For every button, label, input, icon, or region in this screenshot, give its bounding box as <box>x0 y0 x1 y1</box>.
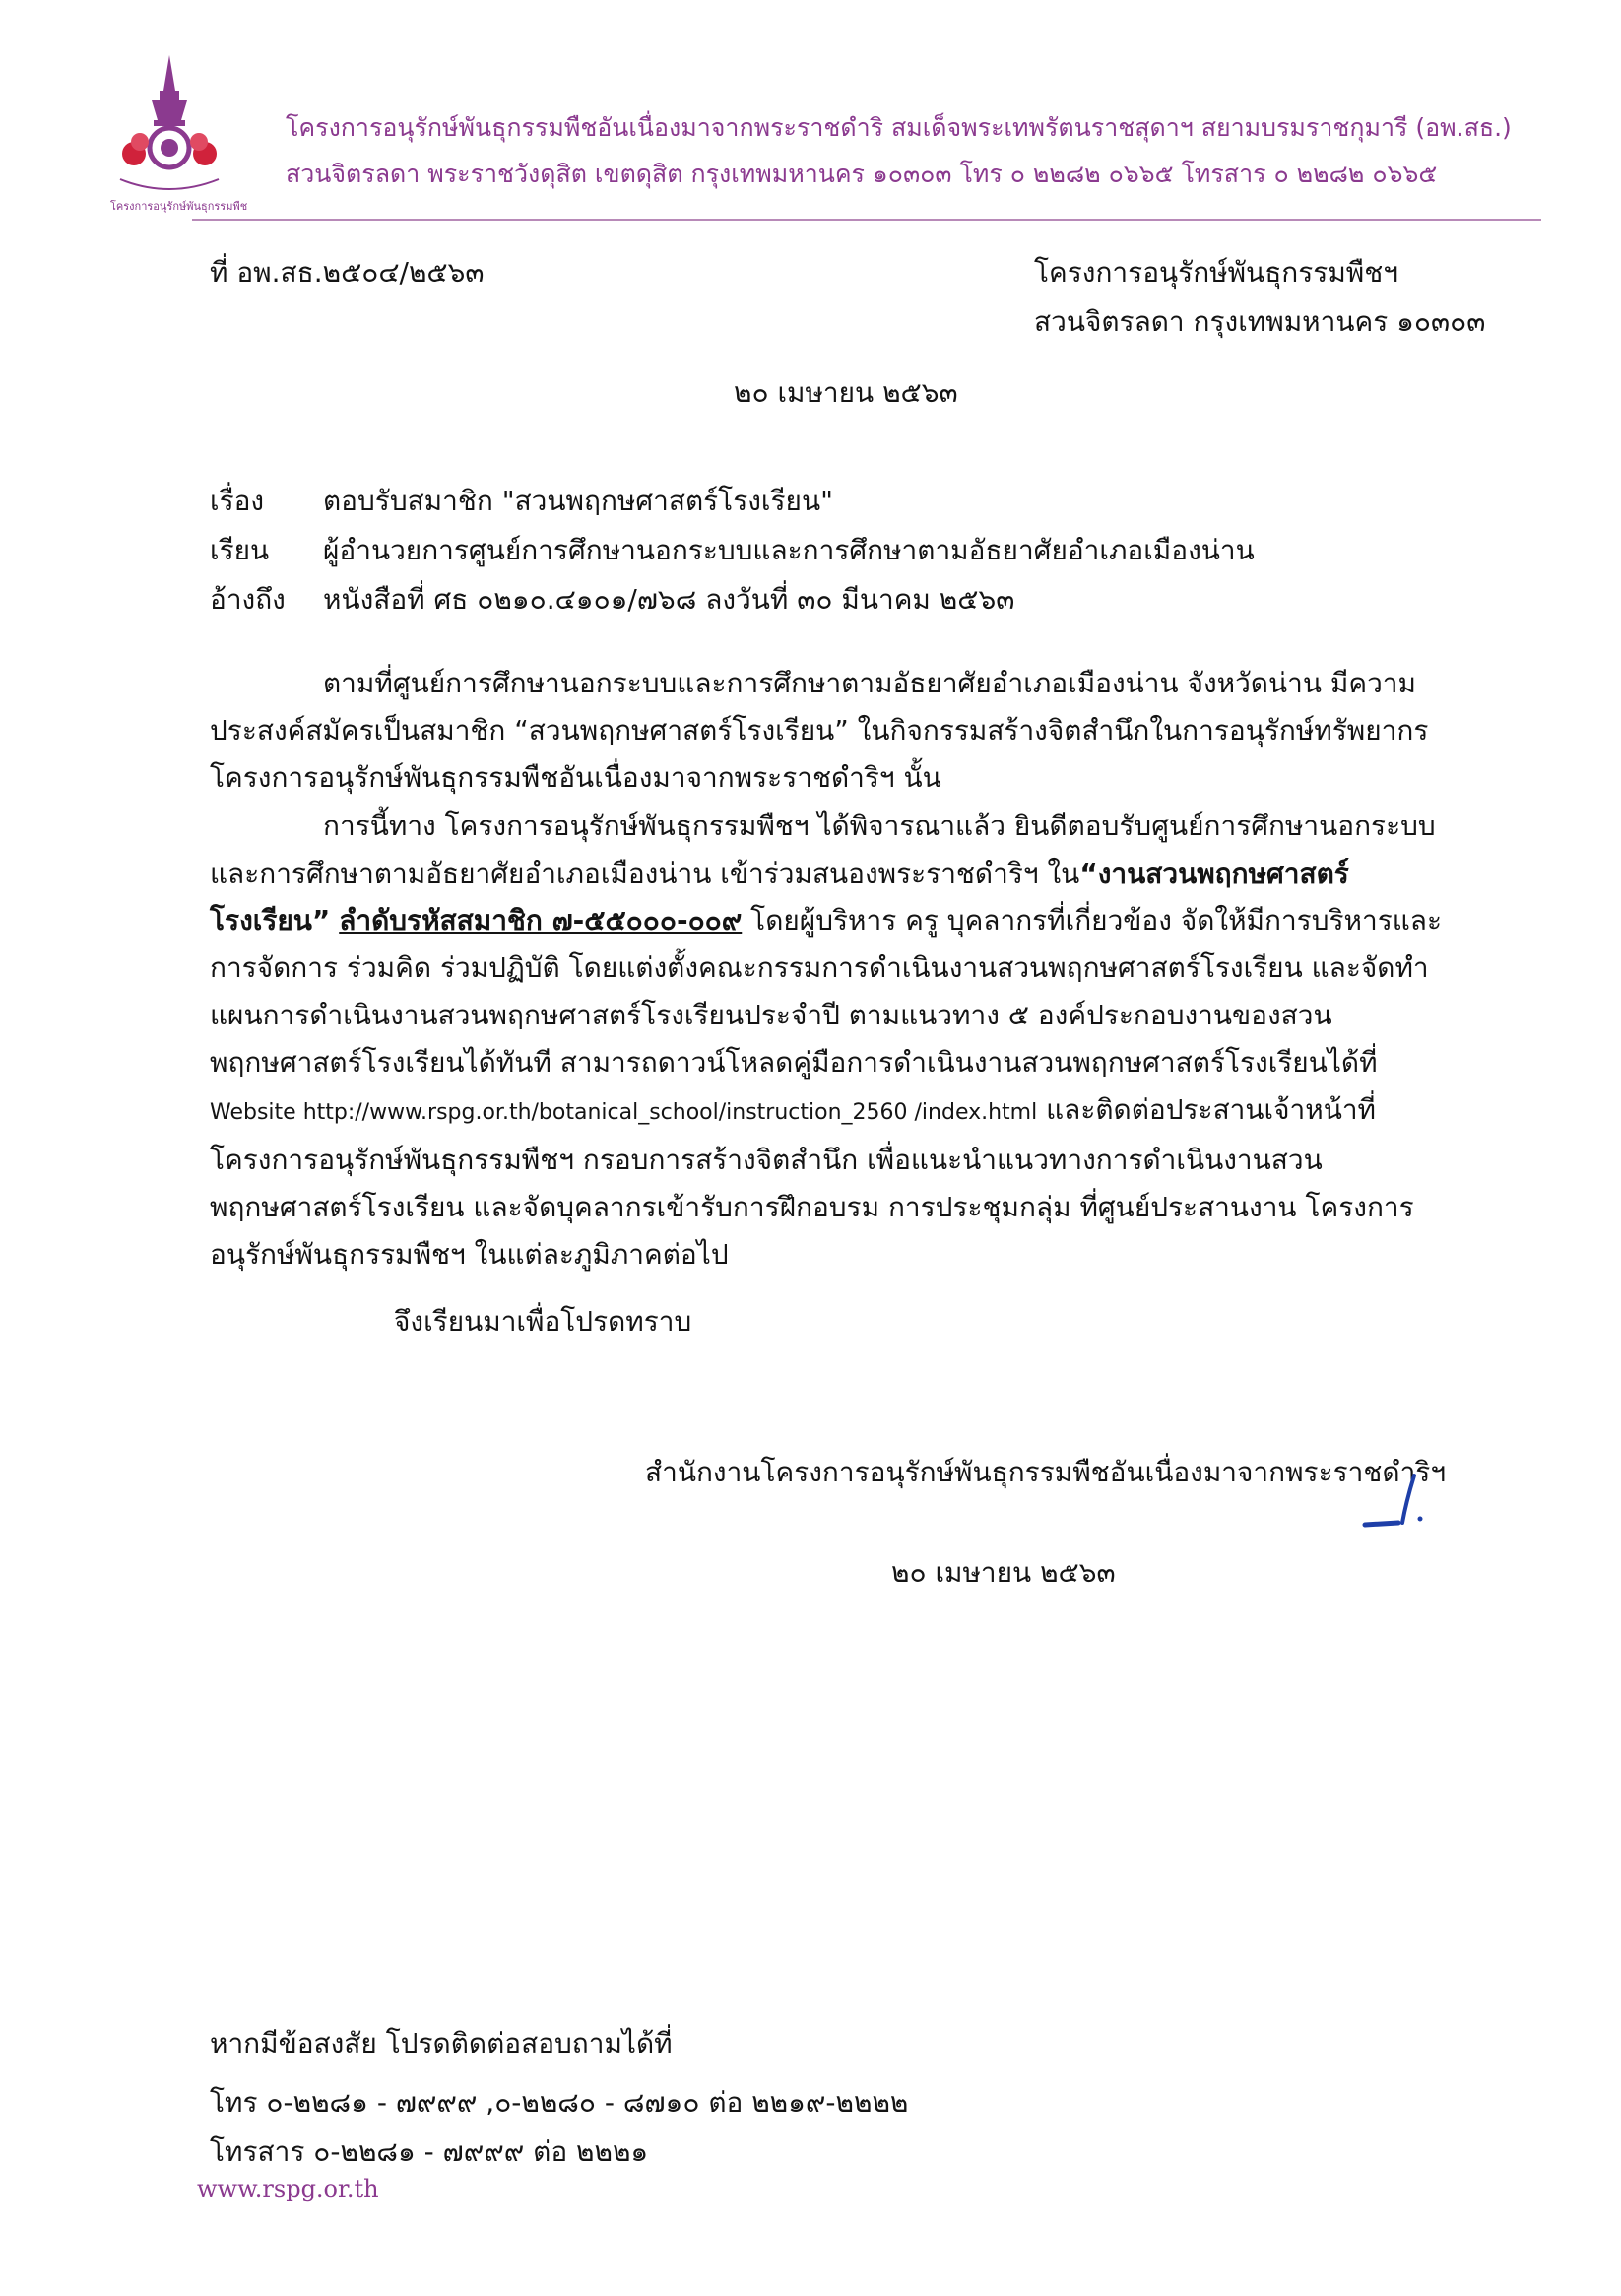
contact-intro: หากมีข้อสงสัย โปรดติดต่อสอบถามได้ที่ <box>210 2027 673 2060</box>
footer-website[interactable]: www.rspg.or.th <box>197 2175 379 2202</box>
recipient-value: ผู้อำนวยการศูนย์การศึกษานอกระบบและการศึกษาตามอัธยาศัยอำเภอเมืองน่าน <box>323 534 1255 566</box>
sender-line-2: สวนจิตรลดา กรุงเทพมหานคร ๑๐๓๐๓ <box>1034 305 1486 338</box>
subject-value: ตอบรับสมาชิก "สวนพฤกษศาสตร์โรงเรียน" <box>323 485 833 517</box>
contact-phone: โทร ๐-๒๒๘๑ - ๗๙๙๙ ,๐-๒๒๘๐ - ๘๗๑๐ ต่อ ๒๒๑๙-๒๒๒๒ <box>210 2086 909 2119</box>
paragraph-1-text: ตามที่ศูนย์การศึกษานอกระบบและการศึกษาตามอัธยาศัยอำเภอเมืองน่าน จังหวัดน่าน มีความประสงค์สมัครเป็นสมาชิก “สวนพฤกษศาสตร์โรงเรียน” ในกิจกรรมสร้างจิตสำนึกในการอนุรักษ์ทรัพยากร โครงการอนุรักษ์พันธุกรรมพืชอันเนื่องมาจากพระราชดำริฯ นั้น <box>210 667 1429 794</box>
reference-label: อ้างถึง <box>210 583 286 616</box>
reference-value: หนังสือที่ ศธ ๐๒๑๐.๔๑๐๑/๗๖๘ ลงวันที่ ๓๐ มีนาคม ๒๕๖๓ <box>323 583 1015 616</box>
body-paragraph-1 <box>210 660 1460 802</box>
paragraph-2-end: และติดต่อประสานเจ้าหน้าที่ โครงการอนุรักษ์พันธุกรรมพืชฯ กรอบการสร้างจิตสำนึก เพื่อแนะนำแนวทางการดำเนินงานสวนพฤกษศาสตร์โรงเรียน และจัดบุคลากรเข้ารับการฝึกอบรม การประชุมกลุ่ม ที่ศูนย์ประสานงาน โครงการอนุรักษ์พันธุกรรมพืชฯ ในแต่ละภูมิภาคต่อไป <box>210 1093 1414 1271</box>
signature-date: ๒๐ เมษายน ๒๕๖๓ <box>891 1556 1116 1589</box>
rspg-logo <box>110 51 228 199</box>
letterhead-line-2: สวนจิตรลดา พระราชวังดุสิต เขตดุสิต กรุงเทพมหานคร ๑๐๓๐๓ โทร ๐ ๒๒๘๒ ๐๖๖๕ โทรสาร ๐ ๒๒๘๒ ๐๖๖๕ <box>286 160 1438 188</box>
manual-website-link[interactable]: Website http://www.rspg.or.th/botanical_school/instruction_2560 /index.html <box>210 1100 1038 1125</box>
paragraph-2-intro: การนี้ทาง โครงการอนุรักษ์พันธุกรรมพืชฯ ได้พิจารณาแล้ว ยินดีตอบรับศูนย์การศึกษานอกระบบและการศึกษาตามอัธยาศัยอำเภอเมืองน่าน เข้าร่วมสนองพระราชดำริฯ ใน <box>210 810 1436 889</box>
program-name: “งานสวนพฤกษศาสตร์โรงเรียน” <box>210 857 1349 937</box>
body-paragraph-2 <box>210 803 1460 1279</box>
paragraph-2-body: โดยผู้บริหาร ครู บุคลากรที่เกี่ยวข้อง จัดให้มีการบริหารและการจัดการ ร่วมคิด ร่วมปฏิบัติ โดยแต่งตั้งคณะกรรมการดำเนินงานสวนพฤกษศาสตร์โรงเรียน และจัดทำแผนการดำเนินงานสวนพฤกษศาสตร์โรงเรียนประจำปี ตามแนวทาง ๕ องค์ประกอบงานของสวนพฤกษศาสตร์โรงเรียนได้ทันที สามารถดาวน์โหลดคู่มือการดำเนินงานสวนพฤกษศาสตร์โรงเรียนได้ที่ <box>210 904 1442 1079</box>
signature-mark-icon <box>1359 1468 1438 1537</box>
letterhead-line-1: โครงการอนุรักษ์พันธุกรรมพืชอันเนื่องมาจากพระราชดำริ สมเด็จพระเทพรัตนราชสุดาฯ สยามบรมราชกุมารี (อพ.สธ.) <box>286 113 1512 142</box>
logo-caption: โครงการอนุรักษ์พันธุกรรมพืช <box>110 200 248 213</box>
recipient-label: เรียน <box>210 534 270 566</box>
subject-label: เรื่อง <box>210 485 265 517</box>
contact-fax: โทรสาร ๐-๒๒๘๑ - ๗๙๙๙ ต่อ ๒๒๒๑ <box>210 2135 649 2168</box>
member-code: ลำดับรหัสสมาชิก ๗-๕๕๐๐๐-๐๐๙ <box>339 904 743 937</box>
letterhead-divider <box>192 219 1541 221</box>
reference-number: ที่ อพ.สธ.๒๕๐๔/๒๕๖๓ <box>210 256 485 289</box>
royal-emblem-icon <box>110 51 228 199</box>
signatory-office: สำนักงานโครงการอนุรักษ์พันธุกรรมพืชอันเนื่องมาจากพระราชดำริฯ <box>645 1456 1447 1488</box>
letter-date: ๒๐ เมษายน ๒๕๖๓ <box>734 376 958 409</box>
sender-line-1: โครงการอนุรักษ์พันธุกรรมพืชฯ <box>1034 256 1398 289</box>
handwritten-signature <box>1359 1468 1438 1537</box>
closing-phrase: จึงเรียนมาเพื่อโปรดทราบ <box>394 1305 692 1338</box>
